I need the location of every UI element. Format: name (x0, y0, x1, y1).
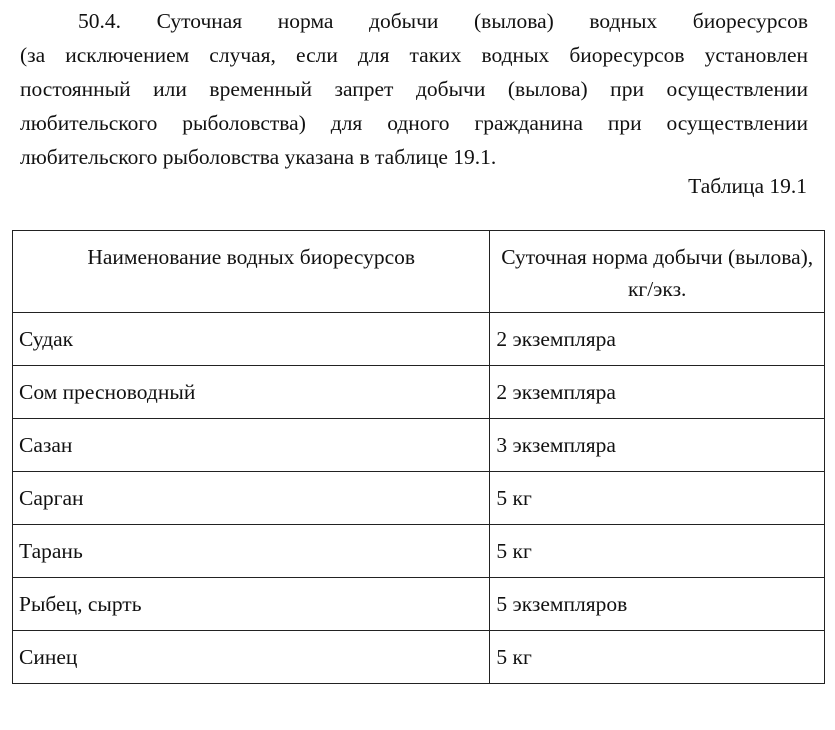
table-caption: Таблица 19.1 (688, 174, 807, 198)
species-cell: Судак (13, 313, 490, 366)
norm-cell: 3 экземпляра (490, 419, 825, 472)
regulation-paragraph (20, 4, 808, 174)
species-cell: Рыбец, сырть (13, 578, 490, 631)
paragraph-line: (за исключением случая, если для таких водных биоресурсов установлен (20, 43, 808, 67)
species-cell: Синец (13, 631, 490, 684)
table-row (13, 419, 825, 472)
norm-cell: 5 кг (490, 525, 825, 578)
species-cell: Сом пресноводный (13, 366, 490, 419)
species-cell: Тарань (13, 525, 490, 578)
norm-cell: 2 экземпляра (490, 366, 825, 419)
norm-cell: 5 кг (490, 472, 825, 525)
table-row (13, 366, 825, 419)
paragraph-line: любительского рыболовства указана в таблице 19.1. (20, 145, 497, 169)
table-row (13, 472, 825, 525)
header-species-name: Наименование водных биоресурсов (13, 231, 490, 313)
norm-cell: 5 экземпляров (490, 578, 825, 631)
species-cell: Сарган (13, 472, 490, 525)
norm-cell: 2 экземпляра (490, 313, 825, 366)
paragraph-line: любительского рыболовства) для одного гражданина при осуществлении (20, 111, 808, 135)
norm-cell: 5 кг (490, 631, 825, 684)
table-row (13, 525, 825, 578)
table-row (13, 631, 825, 684)
table-row (13, 313, 825, 366)
paragraph-line: постоянный или временный запрет добычи (вылова) при осуществлении (20, 77, 808, 101)
species-cell: Сазан (13, 419, 490, 472)
table-header-row (13, 231, 825, 313)
table-row (13, 578, 825, 631)
paragraph-line: 50.4. Суточная норма добычи (вылова) водных биоресурсов (78, 9, 808, 33)
catch-norms-table (12, 230, 825, 684)
header-daily-norm: Суточная норма добычи (вылова), кг/экз. (490, 231, 825, 313)
